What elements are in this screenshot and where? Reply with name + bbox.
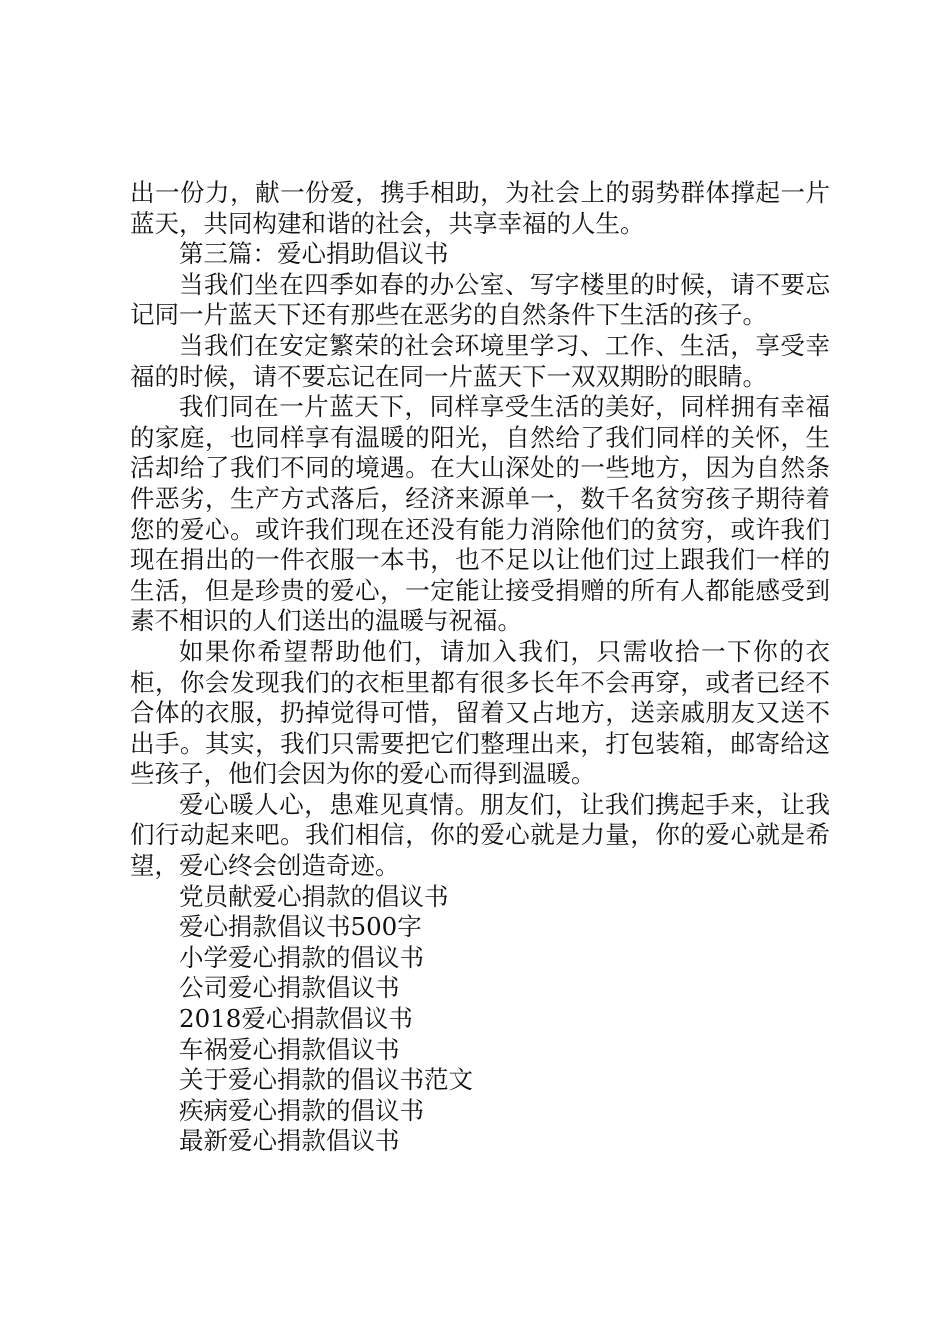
paragraph-5: 爱心暖人心，患难见真情。朋友们，让我们携起手来，让我们行动起来吧。我们相信，你的爱心就是力量，你的爱心就是希望，爱心终会创造奇迹。 [130,789,830,881]
continued-paragraph: 出一份力，献一份爱，携手相助，为社会上的弱势群体撑起一片蓝天，共同构建和谐的社会，共享幸福的人生。 [130,178,830,238]
paragraph-1: 当我们坐在四季如春的办公室、写字楼里的时候，请不要忘记同一片蓝天下还有那些在恶劣的自然条件下生活的孩子。 [130,269,830,330]
related-link[interactable]: 关于爱心捐款的倡议书范文 [179,1065,473,1095]
paragraph-2: 当我们在安定繁荣的社会环境里学习、工作、生活，享受幸福的时候，请不要忘记在同一片蓝天下一双双期盼的眼睛。 [130,330,830,391]
related-link[interactable]: 爱心捐款倡议书500字 [179,912,422,942]
paragraph-4: 如果你希望帮助他们，请加入我们，只需收拾一下你的衣柜，你会发现我们的衣柜里都有很多长年不会再穿，或者已经不合体的衣服，扔掉觉得可惜，留着又占地方，送亲戚朋友又送不出手。其实，我们只需要把它们整理出来，打包装箱，邮寄给这些孩子，他们会因为你的爱心而得到温暖。 [130,636,830,789]
document-body [130,178,830,1157]
related-link[interactable]: 党员献爱心捐款的倡议书 [179,881,449,911]
related-link[interactable]: 疾病爱心捐款的倡议书 [179,1095,424,1125]
related-links-list [130,882,830,1157]
related-link[interactable]: 公司爱心捐款倡议书 [179,973,400,1003]
related-link[interactable]: 最新爱心捐款倡议书 [179,1126,400,1156]
related-link[interactable]: 2018爱心捐款倡议书 [179,1004,413,1034]
related-link[interactable]: 车祸爱心捐款倡议书 [179,1034,400,1064]
related-link[interactable]: 小学爱心捐款的倡议书 [179,942,424,972]
section-title: 第三篇：爱心捐助倡议书 [179,239,449,269]
paragraph-3: 我们同在一片蓝天下，同样享受生活的美好，同样拥有幸福的家庭，也同样享有温暖的阳光，自然给了我们同样的关怀，生活却给了我们不同的境遇。在大山深处的一些地方，因为自然条件恶劣，生产方式落后，经济来源单一，数千名贫穷孩子期待着您的爱心。或许我们现在还没有能力消除他们的贫穷，或许我们现在捐出的一件衣服一本书，也不足以让他们过上跟我们一样的生活，但是珍贵的爱心，一定能让接受捐赠的所有人都能感受到素不相识的人们送出的温暖与祝福。 [130,392,830,636]
